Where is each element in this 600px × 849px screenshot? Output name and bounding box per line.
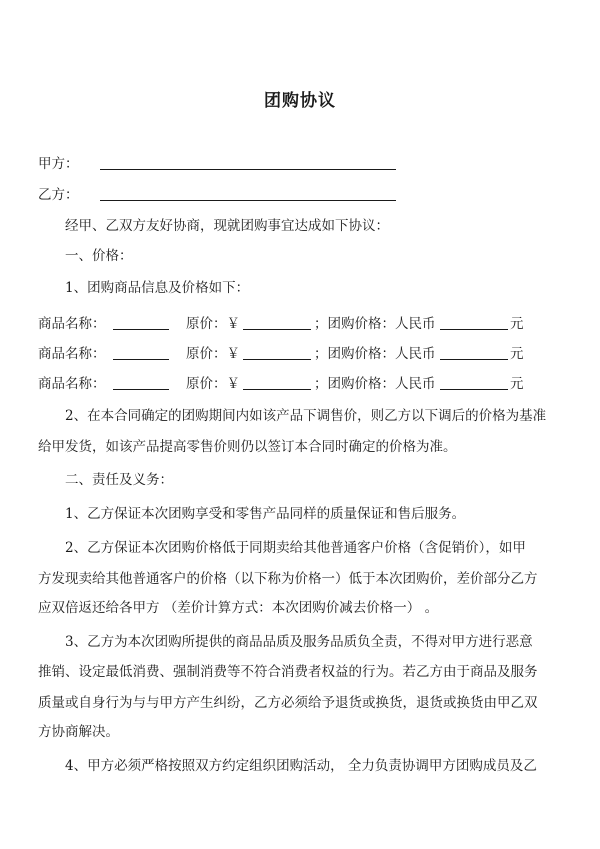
party-b-label: 乙方：: [38, 187, 79, 203]
party-a-blank: [100, 169, 396, 170]
currency-unit: 元: [510, 346, 524, 362]
product-name-label: 商品名称：: [38, 346, 106, 362]
section2-heading: 二、责任及义务：: [65, 472, 173, 488]
original-price-label: 原价：￥: [186, 316, 240, 332]
party-a-field: [38, 155, 79, 173]
intro-paragraph: 经甲、乙双方友好协商，现就团购事宜达成如下协议：: [65, 218, 389, 234]
party-b-field: [38, 186, 79, 204]
group-price-label: ；团购价格：人民币: [314, 346, 436, 362]
original-price-label: 原价：￥: [186, 346, 240, 362]
original-price-label: 原价：￥: [186, 376, 240, 392]
section2-item2-line1: 2、乙方保证本次团购价格低于同期卖给其他普通客户价格（含促销价），如甲: [65, 540, 526, 556]
section2-item2-line3: 应双倍返还给各甲方 （差价计算方式：本次团购价减去价格一） 。: [38, 600, 439, 616]
document-title: 团购协议: [264, 91, 336, 111]
section1-item2-line1: 2、在本合同确定的团购期间内如该产品下调售价，则乙方以下调后的价格为基准: [65, 408, 547, 424]
product-name-blank: [113, 315, 169, 330]
group-price-label: ；团购价格：人民币: [314, 376, 436, 392]
group-price-blank: [440, 345, 508, 360]
section1-heading: 一、价格：: [65, 248, 133, 264]
original-price-blank: [243, 375, 311, 390]
section2-item4-line1: 4、甲方必须严格按照双方约定组织团购活动， 全力负责协调甲方团购成员及乙: [65, 758, 537, 774]
section2-item3-line2: 推销、设定最低消费、强制消费等不符合消费者权益的行为。若乙方由于商品及服务: [38, 664, 538, 680]
section1-item2-line2: 给甲发货，如该产品提高零售价则仍以签订本合同时确定的价格为准。: [38, 439, 457, 455]
section2-item2-line2: 方发现卖给其他普通客户的价格（以下称为价格一）低于本次团购价，差价部分乙方: [38, 571, 538, 587]
product-name-blank: [113, 345, 169, 360]
group-price-label: ；团购价格：人民币: [314, 316, 436, 332]
section2-item3-line3: 质量或自身行为与与甲方产生纠纷，乙方必须给予退货或换货，退货或换货由甲乙双: [38, 695, 538, 711]
product-name-blank: [113, 375, 169, 390]
section2-item1: 1、乙方保证本次团购享受和零售产品同样的质量保证和售后服务。: [65, 506, 466, 522]
product-name-label: 商品名称：: [38, 316, 106, 332]
party-a-label: 甲方：: [38, 156, 79, 172]
original-price-blank: [243, 315, 311, 330]
currency-unit: 元: [510, 316, 524, 332]
group-price-blank: [440, 375, 508, 390]
original-price-blank: [243, 345, 311, 360]
product-name-label: 商品名称：: [38, 376, 106, 392]
section2-item3-line1: 3、乙方为本次团购所提供的商品品质及服务品质负全责，不得对甲方进行恶意: [65, 634, 533, 650]
currency-unit: 元: [510, 376, 524, 392]
party-b-blank: [100, 200, 396, 201]
section1-item1: 1、团购商品信息及价格如下：: [65, 280, 250, 296]
group-price-blank: [440, 315, 508, 330]
section2-item3-line4: 方协商解决。: [38, 724, 119, 740]
